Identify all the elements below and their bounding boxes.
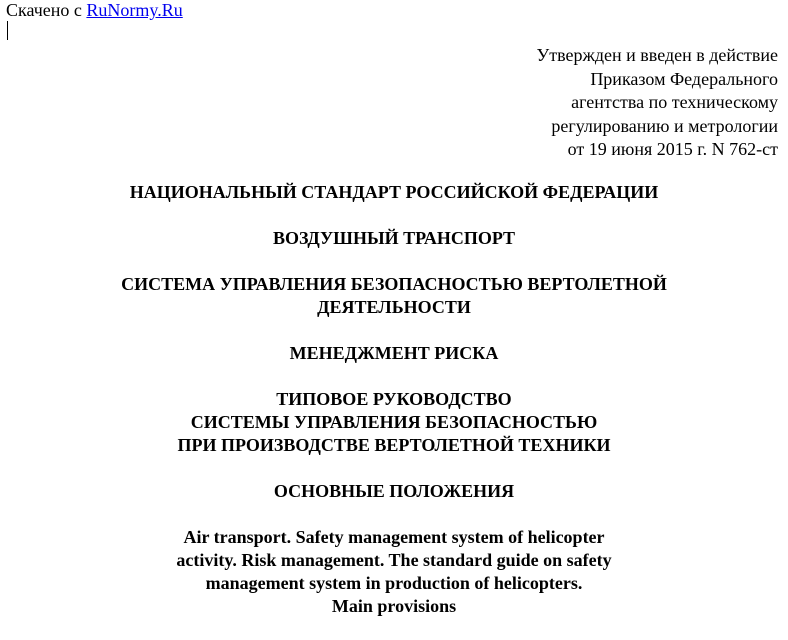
text-cursor	[7, 21, 8, 40]
approval-line: Утвержден и введен в действие	[536, 45, 778, 65]
heading-line: ТИПОВОЕ РУКОВОДСТВО	[276, 389, 512, 409]
approval-line: Приказом Федерального	[590, 68, 778, 89]
heading-line: СИСТЕМА УПРАВЛЕНИЯ БЕЗОПАСНОСТЬЮ ВЕРТОЛЕТНОЙ	[121, 274, 667, 294]
risk-management-heading: МЕНЕДЖМЕНТ РИСКА	[289, 343, 499, 363]
national-standard-heading: НАЦИОНАЛЬНЫЙ СТАНДАРТ РОССИЙСКОЙ ФЕДЕРАЦИИ	[129, 182, 659, 202]
english-title-line: activity. Risk management. The standard guide on safety	[176, 550, 612, 570]
english-title-line: Main provisions	[331, 596, 457, 616]
guide-heading	[0, 388, 788, 457]
air-transport-heading: ВОЗДУШНЫЙ ТРАНСПОРТ	[272, 228, 516, 248]
heading-line: ДЕЯТЕЛЬНОСТИ	[317, 297, 471, 317]
english-title-line: Air transport. Safety management system of helicopter	[183, 527, 605, 547]
source-prefix: Скачено с	[6, 0, 87, 20]
approval-line: от 19 июня 2015 г. N 762-ст	[567, 139, 778, 159]
english-title	[0, 526, 788, 618]
approval-block	[536, 44, 778, 162]
source-line	[6, 0, 183, 20]
heading-line: СИСТЕМЫ УПРАВЛЕНИЯ БЕЗОПАСНОСТЬЮ	[190, 412, 598, 432]
approval-line: регулированию и метрологии	[551, 115, 778, 136]
approval-line: агентства по техническому	[571, 92, 778, 112]
heading-line: ПРИ ПРОИЗВОДСТВЕ ВЕРТОЛЕТНОЙ ТЕХНИКИ	[177, 435, 611, 455]
english-title-line: management system in production of helicopters.	[205, 573, 583, 593]
safety-system-heading	[0, 273, 788, 319]
runormy-link[interactable]: RuNormy.Ru	[86, 0, 183, 20]
basic-provisions-heading: ОСНОВНЫЕ ПОЛОЖЕНИЯ	[273, 481, 515, 501]
